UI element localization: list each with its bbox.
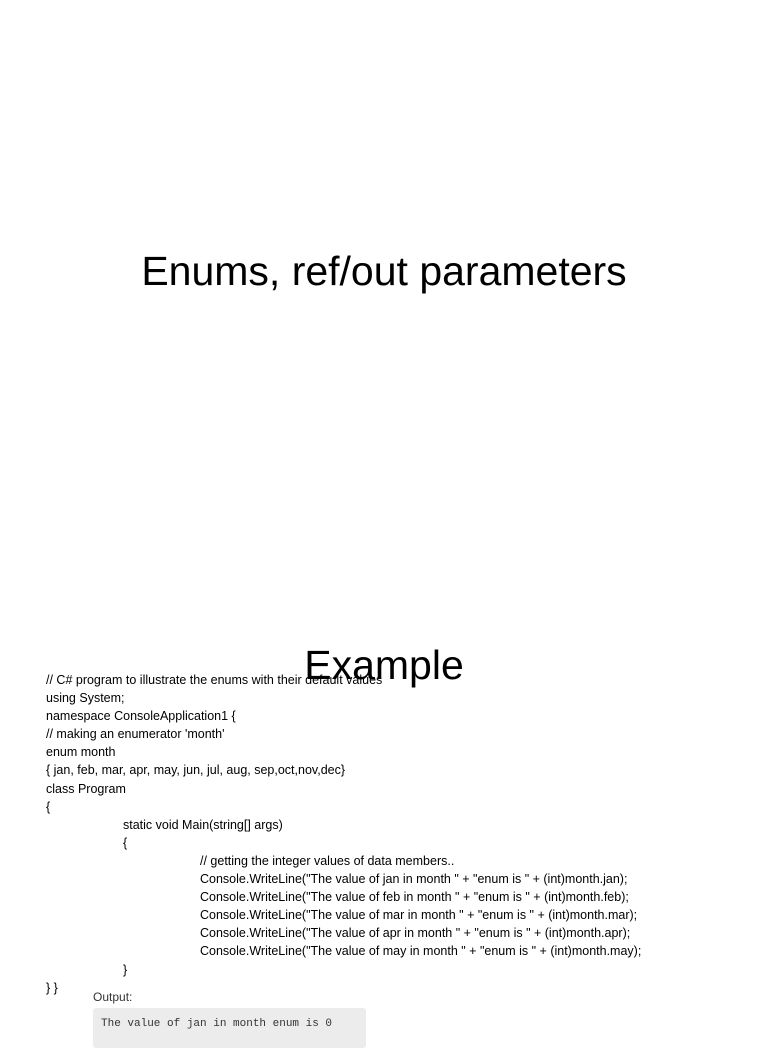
slide-title: Example [304,642,464,689]
code-line: Console.WriteLine("The value of mar in month " + "enum is " + (int)month.mar); [200,908,638,923]
code-line: static void Main(string[] args) [123,817,283,832]
slide-title: Enums, ref/out parameters [141,248,627,295]
code-line: using System; [46,691,125,706]
code-line: Console.WriteLine("The value of apr in month " + "enum is " + (int)month.apr); [200,926,631,941]
code-line: enum month [46,745,116,760]
code-line: { [46,799,51,814]
output-label: Output: [93,990,133,1004]
example-slide [0,576,768,1030]
code-line: namespace ConsoleApplication1 { [46,709,236,724]
code-line: // C# program to illustrate the enums with their default values [46,673,383,687]
code-line: class Program [46,781,126,796]
code-line: Console.WriteLine("The value of may in month " + "enum is " + (int)month.may); [200,944,642,959]
output-console [93,1008,366,1048]
code-line: Console.WriteLine("The value of feb in month " + "enum is " + (int)month.feb); [200,890,629,905]
code-line: // getting the integer values of data members.. [200,853,455,868]
code-line: { [123,835,128,850]
code-line: // making an enumerator 'month' [46,727,225,742]
output-line: The value of jan in month enum is 0 [101,1018,333,1030]
code-line: } [123,962,128,977]
code-line: { jan, feb, mar, apr, may, jun, jul, aug, sep,oct,nov,dec} [46,763,346,778]
code-line: } } [46,980,58,995]
code-listing [46,671,641,997]
code-line: Console.WriteLine("The value of jan in month " + "enum is " + (int)month.jan); [200,872,628,887]
